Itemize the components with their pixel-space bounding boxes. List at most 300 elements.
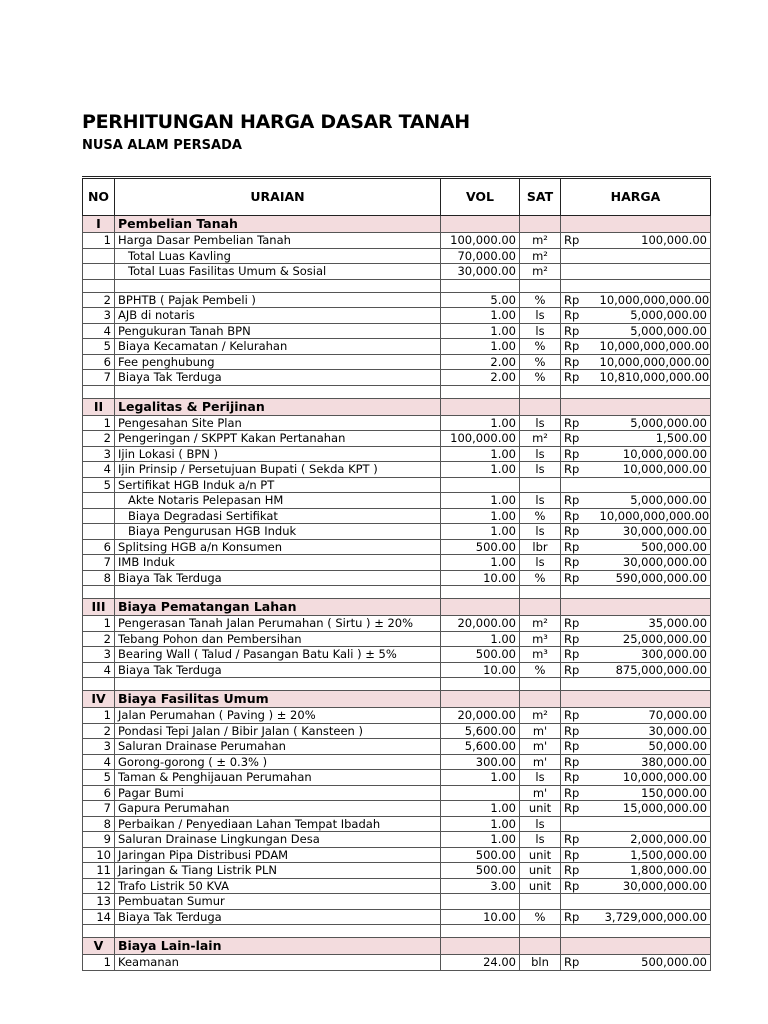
item-unit: ls — [520, 308, 561, 324]
table-row — [83, 233, 711, 249]
item-volume: 1.00 — [441, 631, 520, 647]
spacer-cell — [561, 586, 597, 599]
item-price: 70,000.00 — [597, 708, 711, 724]
item-unit: m' — [520, 723, 561, 739]
item-description: Splitsing HGB a/n Konsumen — [115, 539, 441, 555]
item-unit: m² — [520, 248, 561, 264]
item-price: 50,000.00 — [597, 739, 711, 755]
table-row — [83, 524, 711, 540]
document-subtitle: NUSA ALAM PERSADA — [82, 138, 242, 153]
item-currency: Rp — [561, 863, 597, 879]
item-volume: 1.00 — [441, 446, 520, 462]
item-volume: 1.00 — [441, 816, 520, 832]
item-price: 25,000,000.00 — [597, 631, 711, 647]
item-volume: 1.00 — [441, 323, 520, 339]
item-unit: ls — [520, 816, 561, 832]
section-row — [83, 599, 711, 616]
item-volume — [441, 894, 520, 910]
table-row — [83, 431, 711, 447]
item-number: 4 — [83, 662, 115, 678]
table-row — [83, 878, 711, 894]
item-price: 1,500,000.00 — [597, 847, 711, 863]
section-vol-cell — [441, 216, 520, 233]
item-price: 10,000,000,000.00 — [597, 508, 711, 524]
item-volume: 1.00 — [441, 493, 520, 509]
table-row — [83, 446, 711, 462]
item-price: 150,000.00 — [597, 785, 711, 801]
item-number: 3 — [83, 308, 115, 324]
table-row — [83, 493, 711, 509]
table-row — [83, 292, 711, 308]
item-price: 35,000.00 — [597, 616, 711, 632]
item-number: 11 — [83, 863, 115, 879]
item-volume: 500.00 — [441, 647, 520, 663]
item-unit: ls — [520, 555, 561, 571]
item-description: Biaya Pengurusan HGB Induk — [115, 524, 441, 540]
section-harga-cell — [597, 599, 711, 616]
table-row — [83, 339, 711, 355]
item-currency — [561, 894, 597, 910]
item-number: 7 — [83, 370, 115, 386]
item-price: 1,800,000.00 — [597, 863, 711, 879]
section-number: V — [83, 938, 115, 955]
item-number: 12 — [83, 878, 115, 894]
item-description: Pengukuran Tanah BPN — [115, 323, 441, 339]
item-unit: % — [520, 909, 561, 925]
item-unit: m³ — [520, 631, 561, 647]
item-description: Keamanan — [115, 955, 441, 971]
table-row — [83, 370, 711, 386]
item-description: Gapura Perumahan — [115, 801, 441, 817]
table-row — [83, 570, 711, 586]
spacer-cell — [561, 385, 597, 398]
item-number: 3 — [83, 647, 115, 663]
item-currency: Rp — [561, 462, 597, 478]
section-harga-cell — [597, 691, 711, 708]
item-volume: 2.00 — [441, 370, 520, 386]
item-currency: Rp — [561, 723, 597, 739]
item-price: 10,000,000,000.00 — [597, 292, 711, 308]
table-row — [83, 847, 711, 863]
item-currency — [561, 816, 597, 832]
table-row — [83, 909, 711, 925]
item-number: 6 — [83, 785, 115, 801]
item-number: 5 — [83, 770, 115, 786]
item-number: 3 — [83, 446, 115, 462]
item-description: Bearing Wall ( Talud / Pasangan Batu Kali ) ± 5% — [115, 647, 441, 663]
item-volume: 70,000.00 — [441, 248, 520, 264]
item-unit: ls — [520, 832, 561, 848]
item-currency: Rp — [561, 770, 597, 786]
item-price: 3,729,000,000.00 — [597, 909, 711, 925]
table-row — [83, 955, 711, 971]
table-row — [83, 662, 711, 678]
spacer-cell — [115, 586, 441, 599]
item-price: 10,000,000,000.00 — [597, 339, 711, 355]
item-price: 2,000,000.00 — [597, 832, 711, 848]
header-uraian: URAIAN — [115, 178, 441, 216]
section-sat-cell — [520, 398, 561, 415]
item-volume: 1.00 — [441, 524, 520, 540]
item-currency: Rp — [561, 878, 597, 894]
item-currency: Rp — [561, 539, 597, 555]
item-number: 6 — [83, 539, 115, 555]
table-row — [83, 264, 711, 280]
item-volume: 30,000.00 — [441, 264, 520, 280]
item-volume: 1.00 — [441, 415, 520, 431]
item-currency: Rp — [561, 370, 597, 386]
item-currency: Rp — [561, 323, 597, 339]
section-number: I — [83, 216, 115, 233]
table-row — [83, 248, 711, 264]
item-description: Biaya Tak Terduga — [115, 662, 441, 678]
item-number: 7 — [83, 555, 115, 571]
item-unit: % — [520, 370, 561, 386]
table-row — [83, 539, 711, 555]
table-row — [83, 631, 711, 647]
item-description: Tebang Pohon dan Pembersihan — [115, 631, 441, 647]
item-volume: 1.00 — [441, 339, 520, 355]
item-volume: 2.00 — [441, 354, 520, 370]
item-price: 500,000.00 — [597, 955, 711, 971]
item-currency: Rp — [561, 308, 597, 324]
item-price: 15,000,000.00 — [597, 801, 711, 817]
item-price: 100,000.00 — [597, 233, 711, 249]
section-sat-cell — [520, 938, 561, 955]
section-row — [83, 398, 711, 415]
item-price — [597, 264, 711, 280]
item-number: 1 — [83, 616, 115, 632]
item-currency: Rp — [561, 493, 597, 509]
item-currency: Rp — [561, 233, 597, 249]
item-number: 13 — [83, 894, 115, 910]
item-currency: Rp — [561, 847, 597, 863]
section-number: III — [83, 599, 115, 616]
item-description: Saluran Drainase Perumahan — [115, 739, 441, 755]
item-unit: % — [520, 292, 561, 308]
table-row — [83, 323, 711, 339]
spacer-cell — [561, 678, 597, 691]
section-vol-cell — [441, 938, 520, 955]
table-row — [83, 754, 711, 770]
item-unit: ls — [520, 323, 561, 339]
item-number: 1 — [83, 955, 115, 971]
spacer-row — [83, 925, 711, 938]
item-unit: % — [520, 570, 561, 586]
item-price: 5,000,000.00 — [597, 308, 711, 324]
item-price: 30,000.00 — [597, 723, 711, 739]
item-description: Biaya Tak Terduga — [115, 909, 441, 925]
item-currency: Rp — [561, 832, 597, 848]
spacer-cell — [520, 586, 561, 599]
cost-table — [82, 176, 711, 971]
item-currency: Rp — [561, 754, 597, 770]
item-description: Taman & Penghijauan Perumahan — [115, 770, 441, 786]
item-description: Pondasi Tepi Jalan / Bibir Jalan ( Kansteen ) — [115, 723, 441, 739]
item-price: 10,000,000,000.00 — [597, 354, 711, 370]
section-rp-cell — [561, 216, 597, 233]
item-currency: Rp — [561, 631, 597, 647]
item-description: Trafo Listrik 50 KVA — [115, 878, 441, 894]
table-row — [83, 308, 711, 324]
item-price: 10,000,000.00 — [597, 770, 711, 786]
item-number: 6 — [83, 354, 115, 370]
item-volume — [441, 785, 520, 801]
item-description: Perbaikan / Penyediaan Lahan Tempat Ibadah — [115, 816, 441, 832]
item-unit: unit — [520, 847, 561, 863]
item-number: 3 — [83, 739, 115, 755]
item-unit: % — [520, 662, 561, 678]
item-number: 4 — [83, 323, 115, 339]
item-unit: m² — [520, 708, 561, 724]
section-row — [83, 938, 711, 955]
spacer-cell — [597, 925, 711, 938]
item-unit: m² — [520, 233, 561, 249]
section-harga-cell — [597, 938, 711, 955]
item-volume: 1.00 — [441, 770, 520, 786]
item-currency: Rp — [561, 955, 597, 971]
item-currency: Rp — [561, 354, 597, 370]
spacer-cell — [441, 678, 520, 691]
item-price — [597, 894, 711, 910]
table-row — [83, 863, 711, 879]
item-description: Pengesahan Site Plan — [115, 415, 441, 431]
item-description: Harga Dasar Pembelian Tanah — [115, 233, 441, 249]
spacer-row — [83, 678, 711, 691]
item-unit: ls — [520, 446, 561, 462]
table-row — [83, 462, 711, 478]
table-row — [83, 616, 711, 632]
section-vol-cell — [441, 691, 520, 708]
item-unit: ls — [520, 415, 561, 431]
item-unit: m' — [520, 754, 561, 770]
item-price: 1,500.00 — [597, 431, 711, 447]
item-unit: ls — [520, 462, 561, 478]
spacer-cell — [115, 385, 441, 398]
item-unit: m² — [520, 431, 561, 447]
item-description: Saluran Drainase Lingkungan Desa — [115, 832, 441, 848]
section-title: Legalitas & Perijinan — [115, 398, 441, 415]
item-unit: % — [520, 339, 561, 355]
section-sat-cell — [520, 691, 561, 708]
item-number: 2 — [83, 431, 115, 447]
section-number: II — [83, 398, 115, 415]
item-number: 14 — [83, 909, 115, 925]
item-currency: Rp — [561, 616, 597, 632]
item-price: 10,810,000,000.00 — [597, 370, 711, 386]
item-description: Total Luas Fasilitas Umum & Sosial — [115, 264, 441, 280]
item-number: 8 — [83, 570, 115, 586]
spacer-cell — [441, 586, 520, 599]
item-currency: Rp — [561, 292, 597, 308]
header-vol: VOL — [441, 178, 520, 216]
section-rp-cell — [561, 398, 597, 415]
table-row — [83, 832, 711, 848]
header-sat: SAT — [520, 178, 561, 216]
item-currency — [561, 264, 597, 280]
document-title: PERHITUNGAN HARGA DASAR TANAH — [82, 111, 470, 133]
table-row — [83, 723, 711, 739]
item-unit: lbr — [520, 539, 561, 555]
item-unit: unit — [520, 801, 561, 817]
item-number: 8 — [83, 816, 115, 832]
item-unit: % — [520, 508, 561, 524]
item-currency: Rp — [561, 647, 597, 663]
item-currency: Rp — [561, 415, 597, 431]
item-description: AJB di notaris — [115, 308, 441, 324]
spacer-cell — [83, 925, 115, 938]
item-number — [83, 264, 115, 280]
item-description: Biaya Tak Terduga — [115, 370, 441, 386]
item-description: Biaya Kecamatan / Kelurahan — [115, 339, 441, 355]
item-number: 5 — [83, 339, 115, 355]
item-volume — [441, 477, 520, 493]
item-unit: ls — [520, 524, 561, 540]
item-volume: 100,000.00 — [441, 233, 520, 249]
table-row — [83, 739, 711, 755]
item-unit: m² — [520, 264, 561, 280]
table-row — [83, 801, 711, 817]
section-rp-cell — [561, 691, 597, 708]
spacer-cell — [520, 678, 561, 691]
item-volume: 20,000.00 — [441, 708, 520, 724]
section-title: Pembelian Tanah — [115, 216, 441, 233]
item-price: 10,000,000.00 — [597, 462, 711, 478]
item-currency: Rp — [561, 508, 597, 524]
item-unit: ls — [520, 770, 561, 786]
item-description: Ijin Lokasi ( BPN ) — [115, 446, 441, 462]
spacer-cell — [83, 586, 115, 599]
table-row — [83, 770, 711, 786]
spacer-cell — [597, 385, 711, 398]
item-price: 5,000,000.00 — [597, 415, 711, 431]
item-number: 1 — [83, 415, 115, 431]
section-sat-cell — [520, 216, 561, 233]
section-title: Biaya Pematangan Lahan — [115, 599, 441, 616]
item-volume: 1.00 — [441, 555, 520, 571]
header-harga: HARGA — [561, 178, 711, 216]
item-unit: % — [520, 354, 561, 370]
spacer-cell — [115, 279, 441, 292]
spacer-row — [83, 586, 711, 599]
spacer-cell — [561, 279, 597, 292]
section-sat-cell — [520, 599, 561, 616]
item-volume: 24.00 — [441, 955, 520, 971]
item-price: 380,000.00 — [597, 754, 711, 770]
section-title: Biaya Fasilitas Umum — [115, 691, 441, 708]
item-currency: Rp — [561, 739, 597, 755]
item-description: Jaringan Pipa Distribusi PDAM — [115, 847, 441, 863]
table-row — [83, 894, 711, 910]
item-number — [83, 493, 115, 509]
item-currency: Rp — [561, 801, 597, 817]
spacer-cell — [115, 678, 441, 691]
item-description: Pengeringan / SKPPT Kakan Pertanahan — [115, 431, 441, 447]
item-price: 875,000,000.00 — [597, 662, 711, 678]
item-description: Jalan Perumahan ( Paving ) ± 20% — [115, 708, 441, 724]
item-description: Akte Notaris Pelepasan HM — [115, 493, 441, 509]
spacer-cell — [520, 279, 561, 292]
table-row — [83, 647, 711, 663]
item-volume: 1.00 — [441, 801, 520, 817]
cost-table-body — [83, 178, 711, 971]
section-harga-cell — [597, 216, 711, 233]
item-price: 5,000,000.00 — [597, 323, 711, 339]
item-description: Fee penghubung — [115, 354, 441, 370]
header-no: NO — [83, 178, 115, 216]
table-row — [83, 477, 711, 493]
item-price: 500,000.00 — [597, 539, 711, 555]
item-currency: Rp — [561, 785, 597, 801]
item-number: 4 — [83, 754, 115, 770]
item-currency: Rp — [561, 570, 597, 586]
item-number: 5 — [83, 477, 115, 493]
item-unit: unit — [520, 878, 561, 894]
item-number: 1 — [83, 233, 115, 249]
item-price: 30,000,000.00 — [597, 524, 711, 540]
item-description: Ijin Prinsip / Persetujuan Bupati ( Sekda KPT ) — [115, 462, 441, 478]
item-currency: Rp — [561, 446, 597, 462]
item-currency: Rp — [561, 431, 597, 447]
item-price — [597, 816, 711, 832]
spacer-cell — [83, 279, 115, 292]
item-price: 10,000,000.00 — [597, 446, 711, 462]
item-volume: 10.00 — [441, 909, 520, 925]
item-number: 4 — [83, 462, 115, 478]
spacer-cell — [561, 925, 597, 938]
spacer-row — [83, 385, 711, 398]
item-price: 300,000.00 — [597, 647, 711, 663]
item-description: Pengerasan Tanah Jalan Perumahan ( Sirtu ) ± 20% — [115, 616, 441, 632]
section-vol-cell — [441, 398, 520, 415]
section-vol-cell — [441, 599, 520, 616]
item-volume: 1.00 — [441, 462, 520, 478]
item-price — [597, 248, 711, 264]
item-unit: m² — [520, 616, 561, 632]
item-currency: Rp — [561, 708, 597, 724]
item-volume: 500.00 — [441, 863, 520, 879]
item-unit: ls — [520, 493, 561, 509]
item-volume: 500.00 — [441, 539, 520, 555]
table-row — [83, 508, 711, 524]
spacer-cell — [597, 678, 711, 691]
spacer-cell — [520, 385, 561, 398]
section-number: IV — [83, 691, 115, 708]
item-number: 2 — [83, 723, 115, 739]
item-unit: m³ — [520, 647, 561, 663]
table-row — [83, 555, 711, 571]
item-description: Biaya Degradasi Sertifikat — [115, 508, 441, 524]
item-volume: 1.00 — [441, 508, 520, 524]
item-number: 9 — [83, 832, 115, 848]
item-currency — [561, 477, 597, 493]
section-harga-cell — [597, 398, 711, 415]
item-description: Gorong-gorong ( ± 0.3% ) — [115, 754, 441, 770]
item-description: Jaringan & Tiang Listrik PLN — [115, 863, 441, 879]
item-volume: 10.00 — [441, 662, 520, 678]
item-price: 590,000,000.00 — [597, 570, 711, 586]
spacer-cell — [520, 925, 561, 938]
item-description: Pagar Bumi — [115, 785, 441, 801]
item-description: Sertifikat HGB Induk a/n PT — [115, 477, 441, 493]
item-description: BPHTB ( Pajak Pembeli ) — [115, 292, 441, 308]
item-number: 10 — [83, 847, 115, 863]
item-number — [83, 248, 115, 264]
item-unit: m' — [520, 785, 561, 801]
item-currency: Rp — [561, 339, 597, 355]
item-volume: 1.00 — [441, 308, 520, 324]
item-currency: Rp — [561, 909, 597, 925]
